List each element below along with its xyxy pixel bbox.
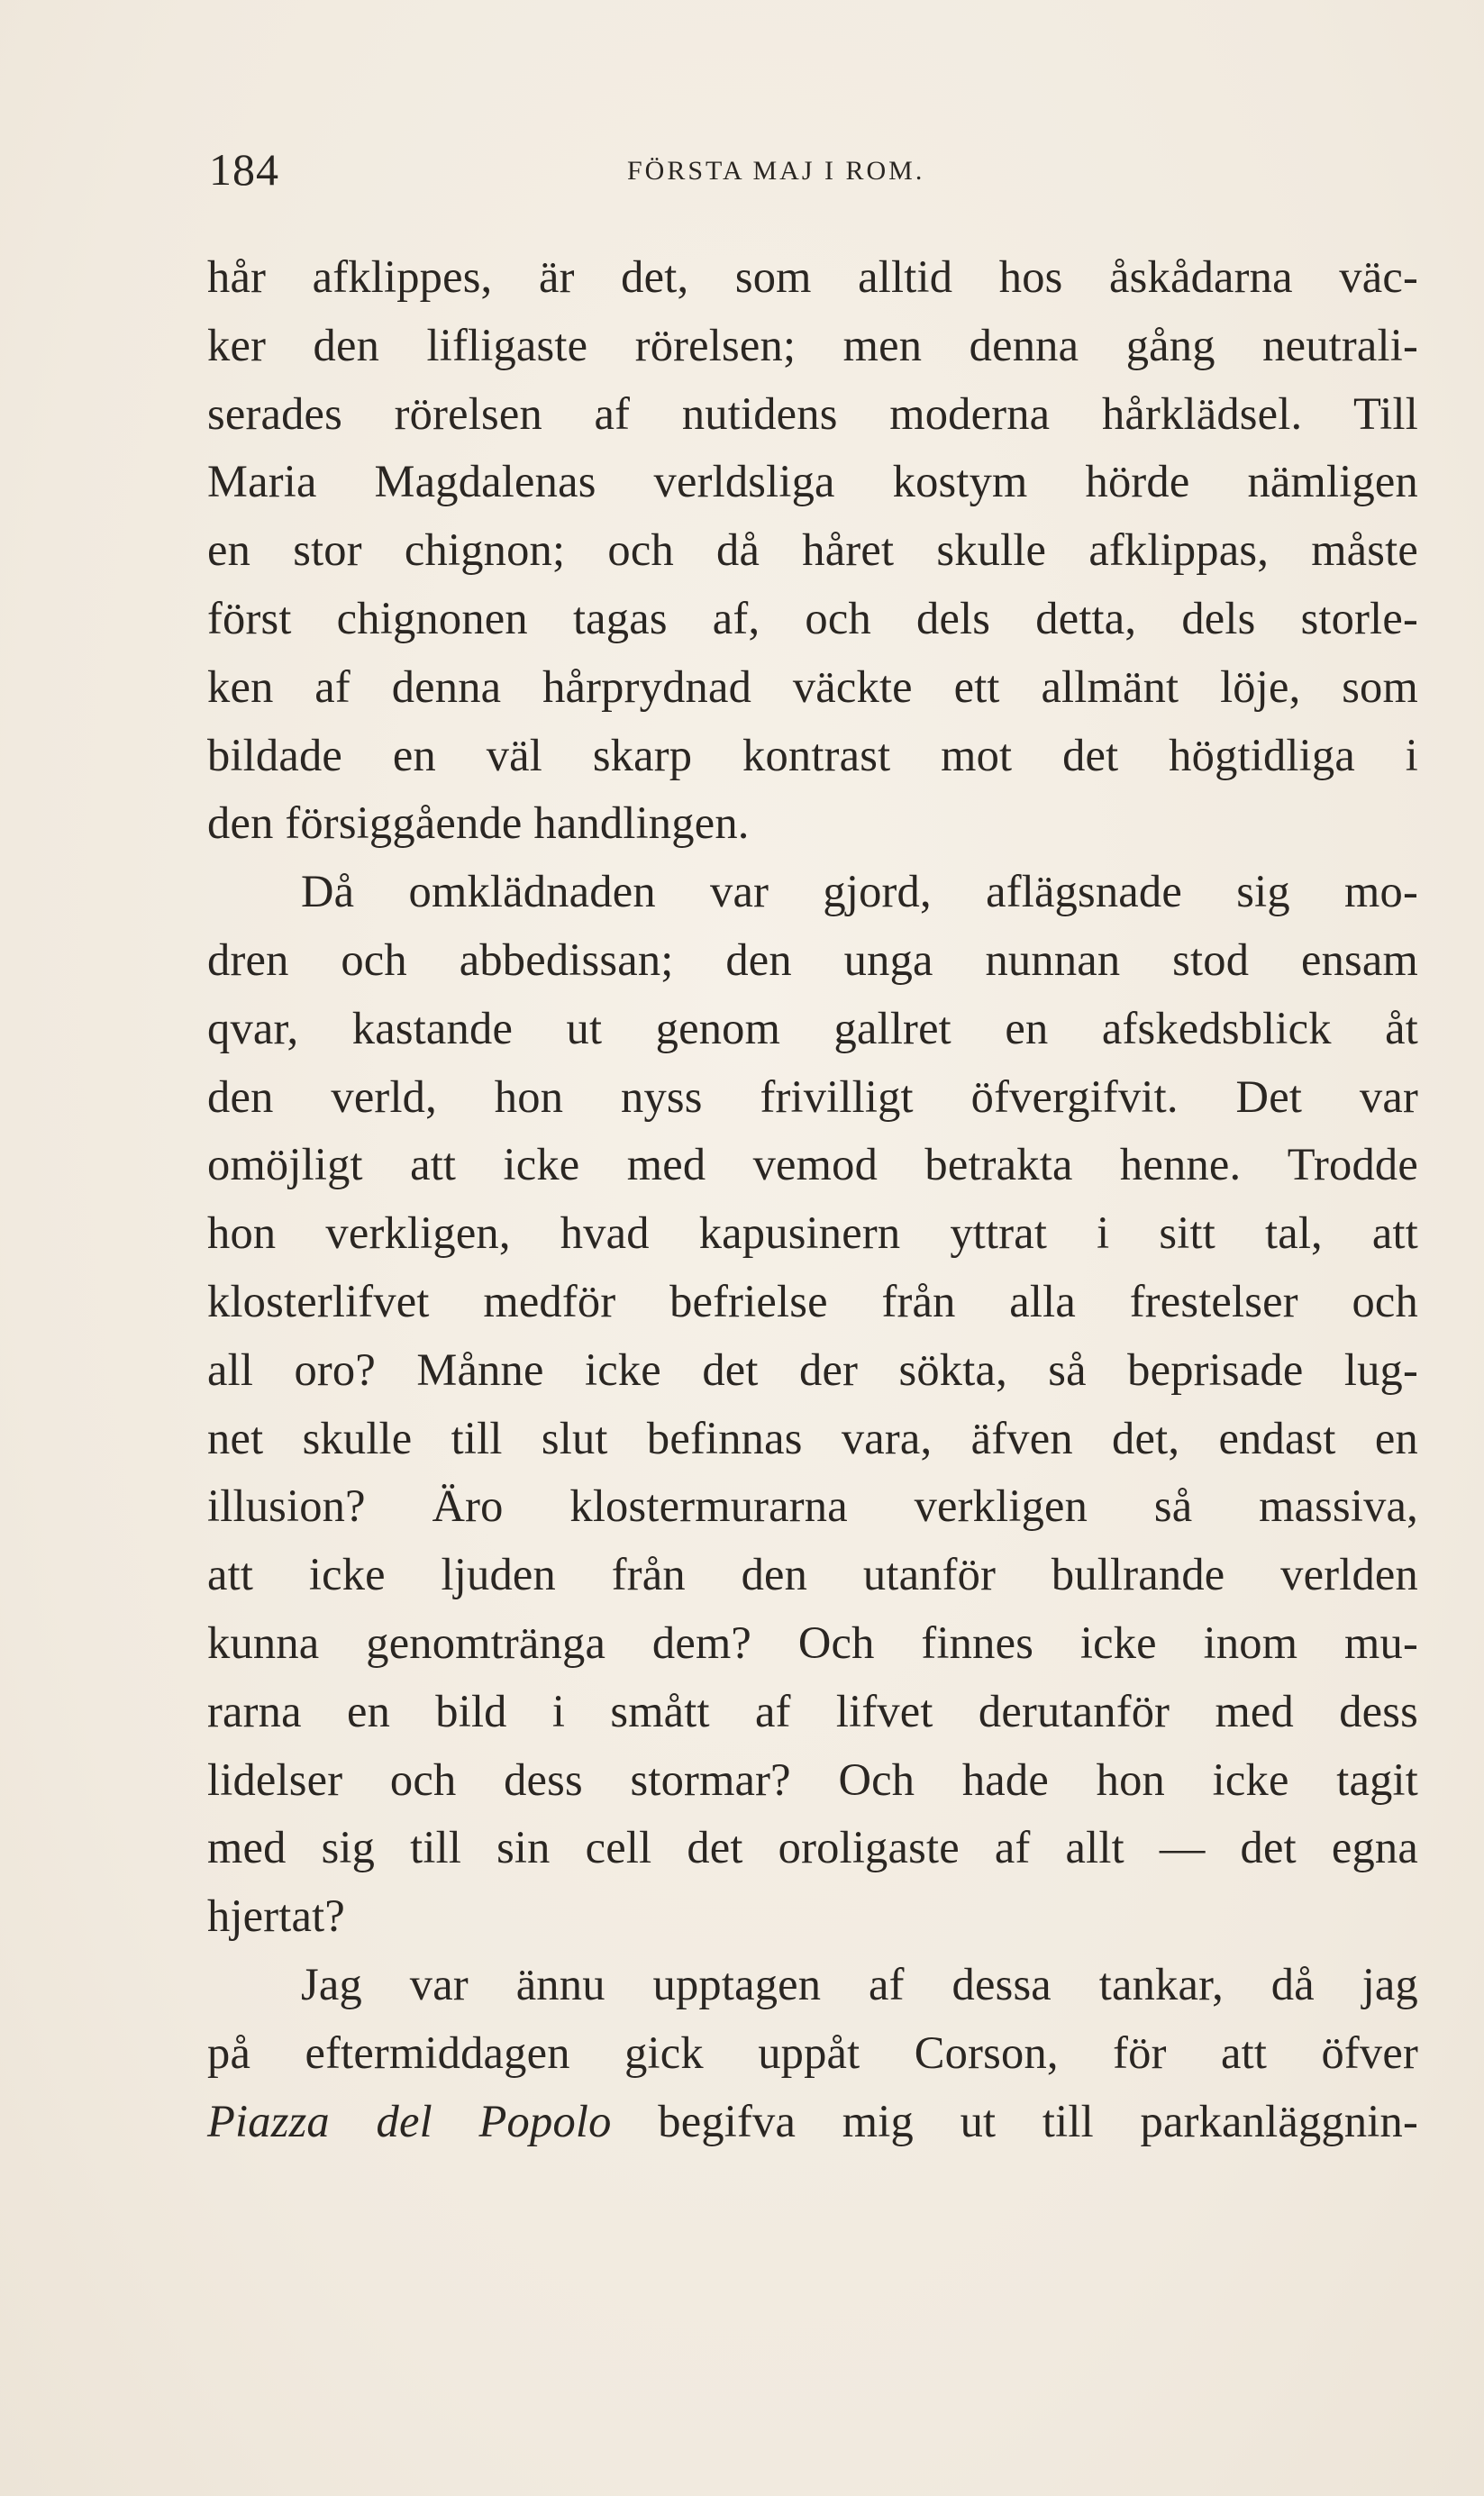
text-line: dren och abbedissan; den unga nunnan stod ensam xyxy=(207,934,1418,985)
text-line: med sig till sin cell det oroligaste af allt — det egna xyxy=(207,1822,1418,1873)
paragraph-start-line: Då omklädnaden var gjord, aflägsnade sig mo- xyxy=(301,866,1418,917)
text-line: rarna en bild i smått af lifvet derutanför med dess xyxy=(207,1685,1418,1736)
paragraph-start-line: Jag var ännu upptagen af dessa tankar, då jag xyxy=(301,1958,1418,2009)
text-line-final xyxy=(207,2088,1418,2156)
final-line-rest: begifva mig ut till parkanläggnin- xyxy=(611,2095,1419,2146)
text-line: en stor chignon; och då håret skulle afklippas, måste xyxy=(207,524,1418,576)
text-line: att icke ljuden från den utanför bullrande verlden xyxy=(207,1549,1418,1600)
text-line: hon verkligen, hvad kapusinern yttrat i sitt tal, att xyxy=(207,1207,1418,1259)
text-line: bildade en väl skarp kontrast mot det högtidliga i xyxy=(207,729,1418,780)
paragraph-end-line: hjertat? xyxy=(207,1890,346,1942)
text-line: ker den lifligaste rörelsen; men denna gång neutrali- xyxy=(207,319,1418,370)
text-line: omöjligt att icke med vemod betrakta henne. Trodde xyxy=(207,1139,1418,1190)
text-line: illusion? Äro klostermurarna verkligen så massiva, xyxy=(207,1480,1418,1532)
text-line: först chignonen tagas af, och dels detta, dels storle- xyxy=(207,592,1418,643)
text-line: på eftermiddagen gick uppåt Corson, för att öfver xyxy=(207,2027,1418,2078)
text-line: klosterlifvet medför befrielse från alla frestelser och xyxy=(207,1275,1418,1326)
page-header xyxy=(209,142,1416,196)
text-line: ken af denna hårprydnad väckte ett allmänt löje, som xyxy=(207,660,1418,712)
page-number: 184 xyxy=(209,144,279,195)
body-text xyxy=(207,243,1418,2155)
text-line: Maria Magdalenas verldsliga kostym hörde nämligen xyxy=(207,456,1418,507)
text-line: hår afklippes, är det, som alltid hos åskådarna väc- xyxy=(207,251,1418,302)
text-line: all oro? Månne icke det der sökta, så beprisade lug- xyxy=(207,1344,1418,1395)
text-line: kunna genomtränga dem? Och finnes icke inom mu- xyxy=(207,1617,1418,1668)
paragraph-end-line: den försiggående handlingen. xyxy=(207,797,750,849)
italic-place-name: Piazza del Popolo xyxy=(207,2095,612,2146)
text-line: den verld, hon nyss frivilligt öfvergifvit. Det var xyxy=(207,1070,1418,1122)
running-title: FÖRSTA MAJ I ROM. xyxy=(627,156,925,186)
text-line: qvar, kastande ut genom gallret en afskedsblick åt xyxy=(207,1002,1418,1053)
text-line: net skulle till slut befinnas vara, äfven det, endast en xyxy=(207,1412,1418,1463)
text-line: lidelser och dess stormar? Och hade hon icke tagit xyxy=(207,1754,1418,1805)
text-line: serades rörelsen af nutidens moderna hårklädsel. Till xyxy=(207,387,1418,439)
